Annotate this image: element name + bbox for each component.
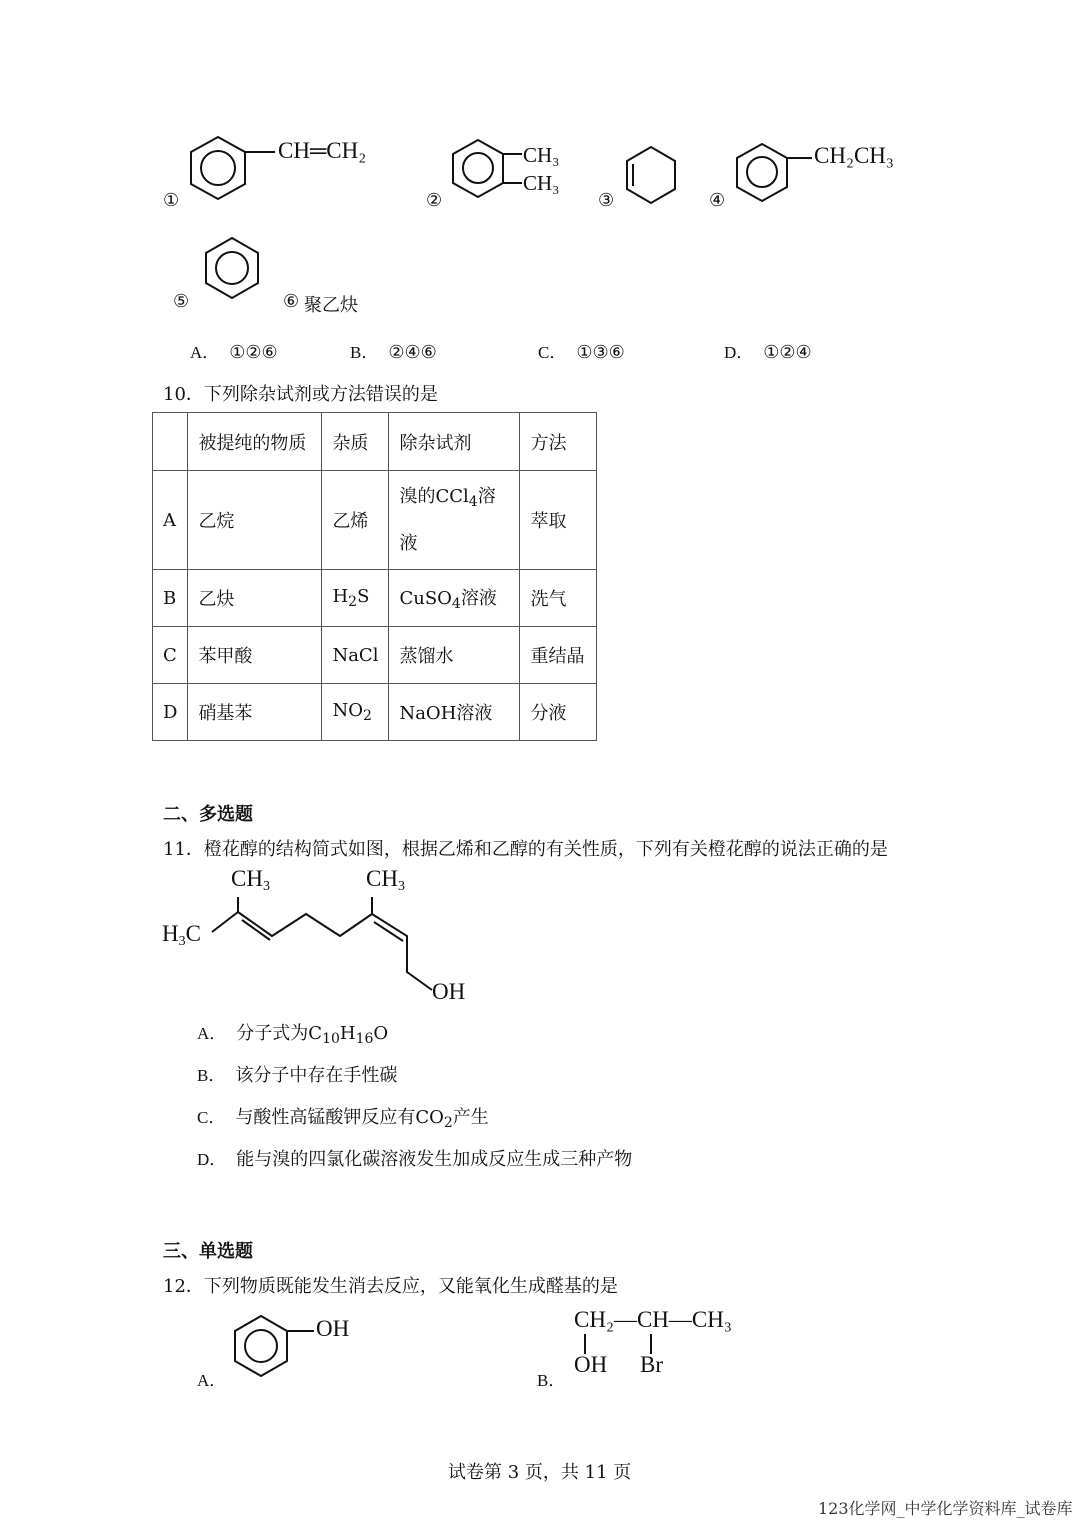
- hydroxyl-label: OH: [432, 979, 466, 1004]
- table-row: [153, 684, 597, 741]
- q11-option-b[interactable]: [197, 1061, 397, 1087]
- header-cell: 被提纯的物质: [188, 413, 322, 471]
- reagent-text: 溶液: [460, 588, 497, 609]
- option-letter: B．: [350, 343, 379, 362]
- bromopropanol-hydroxyl: OH: [574, 1352, 608, 1377]
- reagent-subscript: 4: [451, 596, 461, 612]
- impurity-cell: 乙烯: [322, 471, 389, 570]
- q12-stem: 12．下列物质既能发生消去反应，又能氧化生成醛基的是: [163, 1276, 618, 1297]
- methyl-formula-2: CH₃: [523, 171, 560, 195]
- method-cell: 重结晶: [520, 627, 597, 684]
- phenol-hydroxyl-label: OH: [316, 1316, 350, 1341]
- q9-option-b[interactable]: [350, 338, 437, 363]
- q12-option-a[interactable]: [197, 1366, 236, 1391]
- h-text: H: [162, 921, 179, 946]
- q11-stem: 11．橙花醇的结构简式如图，根据乙烯和乙醇的有关性质，下列有关橙花醇的说法正确的是: [163, 839, 888, 860]
- label-1: ①: [163, 190, 180, 211]
- option-letter: D．: [197, 1150, 227, 1169]
- impurity-cell: [322, 570, 389, 627]
- option-letter: C．: [538, 343, 567, 362]
- method-cell: 洗气: [520, 570, 597, 627]
- substance-cell: 苯甲酸: [188, 627, 322, 684]
- label-2: ②: [426, 190, 443, 211]
- reagent-text: 溴的CCl: [399, 485, 469, 507]
- table-row: [153, 471, 597, 570]
- watermark-text: 123化学网_中学化学资料库_试卷库: [818, 1499, 1073, 1518]
- q10-stem: 10．下列除杂试剂或方法错误的是: [163, 384, 438, 405]
- polyacetylene-label: 聚乙炔: [304, 295, 358, 316]
- reagent-text: 溶: [477, 485, 496, 507]
- subscript: 16: [355, 1031, 374, 1047]
- methyl-label-terminal: [162, 921, 201, 950]
- impurity-text: S: [357, 586, 370, 607]
- subscript: 3: [178, 934, 186, 949]
- header-cell: [153, 413, 188, 471]
- label-5: ⑤: [173, 291, 190, 312]
- label-6: ⑥: [283, 291, 300, 312]
- section-title-multiple-choice: 二、多选题: [163, 804, 253, 825]
- subscript: 2: [443, 1115, 453, 1131]
- bromopropanol-bonds: [0, 0, 1, 1]
- ethyl-formula: CH₂CH₃: [814, 143, 894, 168]
- option-text: ①②⑥: [229, 342, 278, 363]
- substance-cell: 乙炔: [188, 570, 322, 627]
- q11-option-d[interactable]: [197, 1145, 632, 1171]
- c-text: C: [185, 921, 201, 946]
- bromopropanol-bromine: Br: [640, 1352, 663, 1377]
- reagent-cell: NaOH溶液: [389, 684, 520, 741]
- option-letter: B．: [197, 1066, 226, 1085]
- option-letter: C．: [197, 1108, 226, 1127]
- q9-option-c[interactable]: [538, 338, 625, 363]
- option-text: ①②④: [763, 342, 812, 363]
- method-cell: 萃取: [520, 471, 597, 570]
- reagent-subscript: 4: [468, 493, 478, 510]
- option-text: 产生: [452, 1107, 489, 1128]
- reagent-text: 液: [399, 532, 418, 554]
- table-row: [153, 570, 597, 627]
- subscript: 10: [322, 1031, 340, 1047]
- header-cell: 除杂试剂: [389, 413, 520, 471]
- substance-cell: 乙烷: [188, 471, 322, 570]
- option-text: 与酸性高锰酸钾反应有CO: [235, 1107, 444, 1128]
- impurity-text: NO: [332, 700, 363, 721]
- option-letter: D．: [724, 343, 754, 362]
- row-id: B: [153, 570, 188, 627]
- q11-option-c[interactable]: [197, 1103, 489, 1131]
- option-letter: A．: [197, 1024, 227, 1043]
- impurity-cell: [322, 684, 389, 741]
- row-id: C: [153, 627, 188, 684]
- substance-cell: 硝基苯: [188, 684, 322, 741]
- option-letter: B．: [537, 1371, 566, 1390]
- methyl-label-right: [366, 866, 405, 895]
- method-cell: 分液: [520, 684, 597, 741]
- option-text: 该分子中存在手性碳: [235, 1065, 398, 1086]
- q11-option-a[interactable]: [197, 1019, 388, 1047]
- q9-option-d[interactable]: [724, 338, 812, 363]
- impurity-text: H: [332, 586, 349, 607]
- row-id: A: [153, 471, 188, 570]
- option-text: 分子式为C: [236, 1023, 323, 1044]
- subscript: 3: [397, 879, 405, 894]
- ch-text: CH: [231, 866, 263, 891]
- label-3: ③: [598, 190, 615, 211]
- header-cell: 方法: [520, 413, 597, 471]
- bromopropanol-formula: CH₂—CH—CH₃: [574, 1307, 732, 1332]
- option-text: 能与溴的四氯化碳溶液发生加成反应生成三种产物: [236, 1149, 633, 1170]
- page-footer: 试卷第 3 页，共 11 页: [448, 1462, 632, 1483]
- reagent-cell: [389, 471, 520, 570]
- impurity-subscript: 2: [362, 708, 372, 724]
- option-letter: A．: [197, 1371, 227, 1390]
- purification-table: [152, 412, 597, 741]
- option-text: H: [339, 1023, 356, 1044]
- q9-option-a[interactable]: [190, 338, 278, 363]
- header-cell: 杂质: [322, 413, 389, 471]
- option-text: O: [373, 1023, 389, 1044]
- styrene-formula: CH═CH₂: [278, 138, 367, 163]
- option-text: ②④⑥: [388, 342, 437, 363]
- ch-text: CH: [366, 866, 398, 891]
- reagent-cell: 蒸馏水: [389, 627, 520, 684]
- table-row: [153, 627, 597, 684]
- option-text: ①③⑥: [576, 342, 625, 363]
- reagent-cell: [389, 570, 520, 627]
- row-id: D: [153, 684, 188, 741]
- table-header-row: [153, 413, 597, 471]
- methyl-formula-1: CH₃: [523, 143, 560, 167]
- impurity-subscript: 2: [348, 594, 358, 610]
- impurity-cell: NaCl: [322, 627, 389, 684]
- reagent-text: CuSO: [399, 588, 452, 609]
- option-letter: A．: [190, 343, 220, 362]
- methyl-label-left: [231, 866, 270, 895]
- subscript: 3: [262, 879, 270, 894]
- label-4: ④: [709, 190, 726, 211]
- q12-option-b[interactable]: [537, 1366, 575, 1391]
- section-title-single-choice: 三、单选题: [163, 1241, 253, 1262]
